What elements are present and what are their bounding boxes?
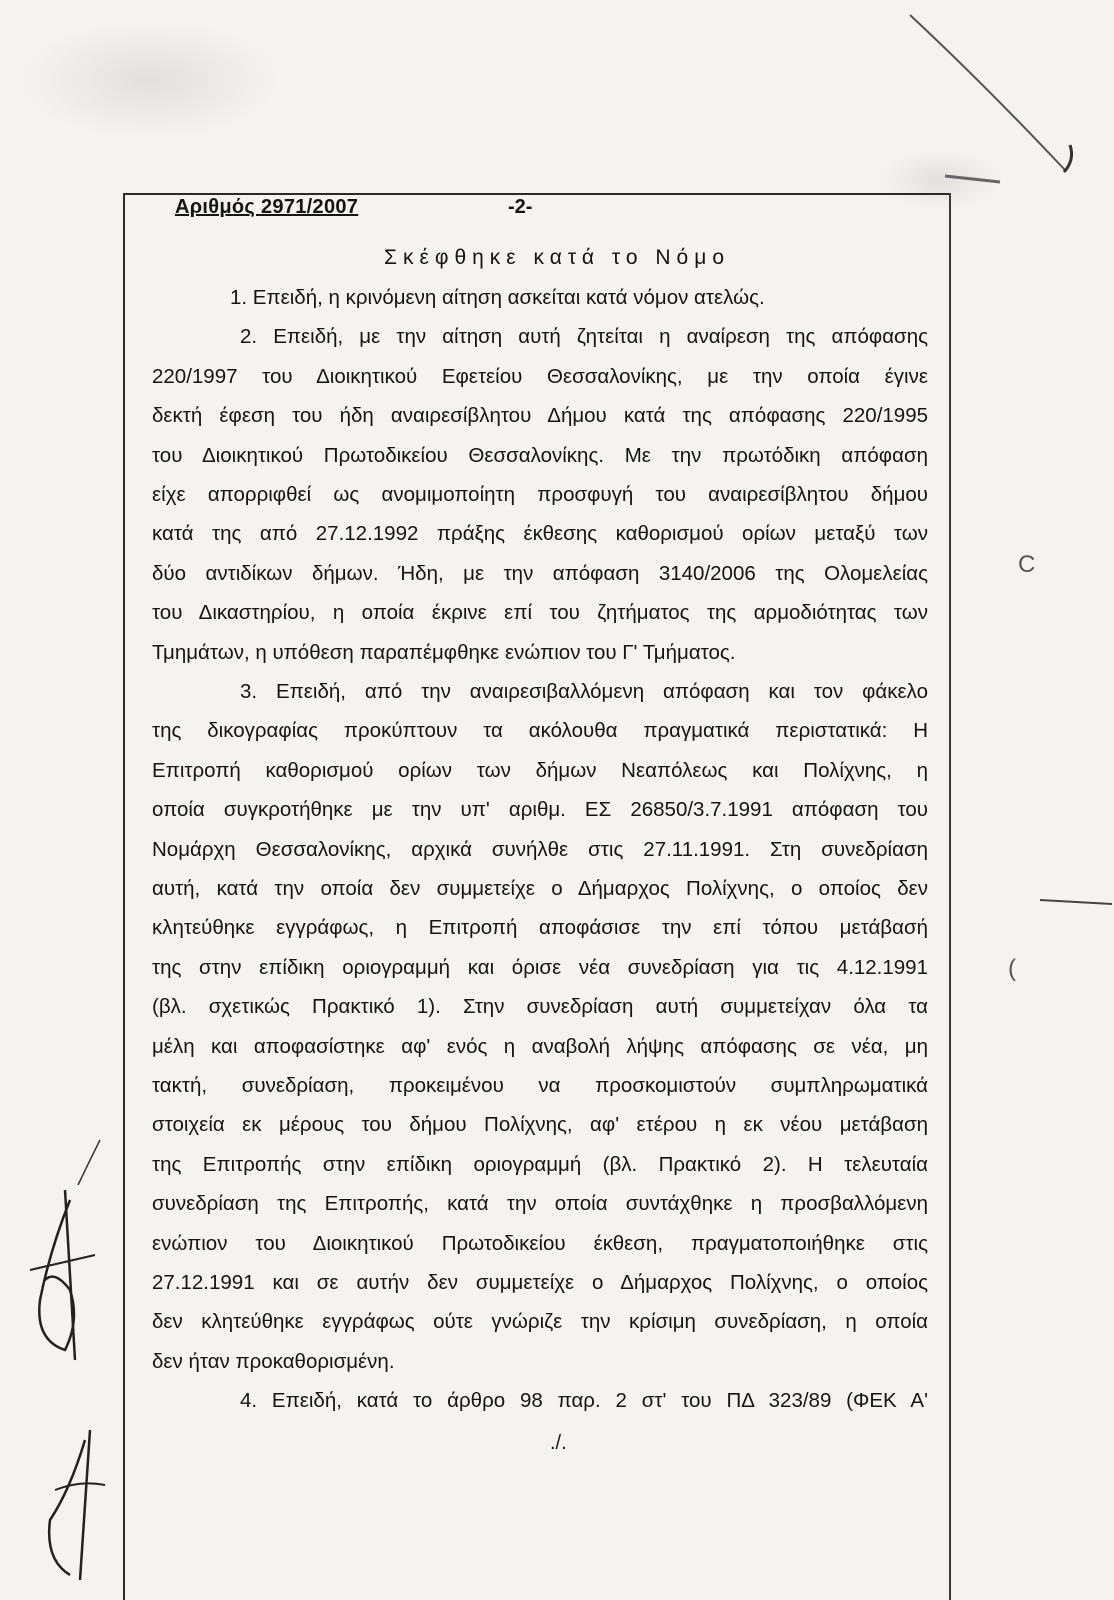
text-line: δεν κλητεύθηκε εγγράφως ούτε γνώριζε την κρίσιμη συνεδρίαση, η οποία: [152, 1310, 928, 1333]
text-line: Τμημάτων, η υπόθεση παραπέμφθηκε ενώπιον του Γ' Τμήματος.: [152, 641, 736, 664]
text-line: μέλη και αποφασίστηκε αφ' ενός η αναβολή λήψης απόφασης σε νέα, μη: [152, 1035, 928, 1058]
text-line: της δικογραφίας προκύπτουν τα ακόλουθα πραγματικά περιστατικά: Η: [152, 719, 928, 742]
continuation-mark: ./.: [550, 1432, 567, 1454]
text-line: συνεδρίαση της Επιτροπής, κατά την οποία συντάχθηκε η προσβαλλόμενη: [152, 1192, 928, 1215]
text-line: κατά της από 27.12.1992 πράξης έκθεσης καθορισμού ορίων μεταξύ των: [152, 522, 928, 545]
text-line: 220/1997 του Διοικητικού Εφετείου Θεσσαλονίκης, με την οποία έγινε: [152, 365, 928, 388]
text-line: 1. Επειδή, η κρινόμενη αίτηση ασκείται κατά νόμον ατελώς.: [230, 286, 765, 309]
text-line: κλητεύθηκε εγγράφως, η Επιτροπή αποφάσισε την επί τόπου μετάβασή: [152, 916, 928, 939]
text-line: Επιτροπή καθορισμού ορίων των δήμων Νεαπόλεως και Πολίχνης, η: [152, 759, 928, 782]
text-line: δύο αντιδίκων δήμων. Ήδη, με την απόφαση 3140/2006 της Ολομελείας: [152, 562, 928, 585]
margin-mark: (: [1008, 955, 1016, 982]
document-frame-top: [123, 193, 951, 195]
text-line: αυτή, κατά την οποία δεν συμμετείχε ο Δήμαρχος Πολίχνης, ο οποίος δεν: [152, 877, 928, 900]
text-line: του Δικαστηρίου, η οποία έκρινε επί του ζητήματος της αρμοδιότητας των: [152, 601, 928, 624]
text-line: 4. Επειδή, κατά το άρθρο 98 παρ. 2 στ' του ΠΔ 323/89 (ΦΕΚ Α': [240, 1389, 928, 1412]
document-frame-right: [949, 193, 951, 1600]
text-line: Νομάρχη Θεσσαλονίκης, αρχικά συνήλθε στις 27.11.1991. Στη συνεδρίαση: [152, 838, 928, 861]
text-line: ενώπιον του Διοικητικού Πρωτοδικείου έκθεση, πραγματοποιήθηκε στις: [152, 1232, 928, 1255]
section-heading: Σκέφθηκε κατά το Νόμο: [383, 246, 730, 269]
text-line: 2. Επειδή, με την αίτηση αυτή ζητείται η αναίρεση της απόφασης: [240, 325, 928, 348]
text-line: της στην επίδικη οριογραμμή και όρισε νέα συνεδρίαση για τις 4.12.1991: [152, 956, 928, 979]
text-line: 27.12.1991 και σε αυτήν δεν συμμετείχε ο Δήμαρχος Πολίχνης, ο οποίος: [152, 1271, 928, 1294]
margin-mark: C: [1018, 551, 1036, 578]
text-line: δεν ήταν προκαθορισμένη.: [152, 1350, 395, 1373]
page-number: -2-: [508, 196, 533, 218]
text-line: είχε απορριφθεί ως ανομιμοποίητη προσφυγή του αναιρεσίβλητου δήμου: [152, 483, 928, 506]
text-line: τακτή, συνεδρίαση, προκειμένου να προσκομιστούν συμπληρωματικά: [152, 1074, 928, 1097]
text-line: της Επιτροπής στην επίδικη οριογραμμή (βλ. Πρακτικό 2). Η τελευταία: [152, 1153, 928, 1176]
text-line: 3. Επειδή, από την αναιρεσιβαλλόμενη απόφαση και τον φάκελο: [240, 680, 928, 703]
text-line: (βλ. σχετικώς Πρακτικό 1). Στην συνεδρίαση αυτή συμμετείχαν όλα τα: [152, 995, 928, 1018]
text-line: οποία συγκροτήθηκε με την υπ' αριθμ. ΕΣ 26850/3.7.1991 απόφαση του: [152, 798, 928, 821]
text-line: δεκτή έφεση του ήδη αναιρεσίβλητου Δήμου κατά της απόφασης 220/1995: [152, 404, 928, 427]
handwritten-signature: [10, 1020, 130, 1580]
document-number: Αριθμός 2971/2007: [175, 196, 359, 218]
text-line: του Διοικητικού Πρωτοδικείου Θεσσαλονίκης. Με την πρωτόδικη απόφαση: [152, 444, 928, 467]
text-line: στοιχεία εκ μέρους του δήμου Πολίχνης, αφ' ετέρου η εκ νέου μετάβαση: [152, 1113, 928, 1136]
